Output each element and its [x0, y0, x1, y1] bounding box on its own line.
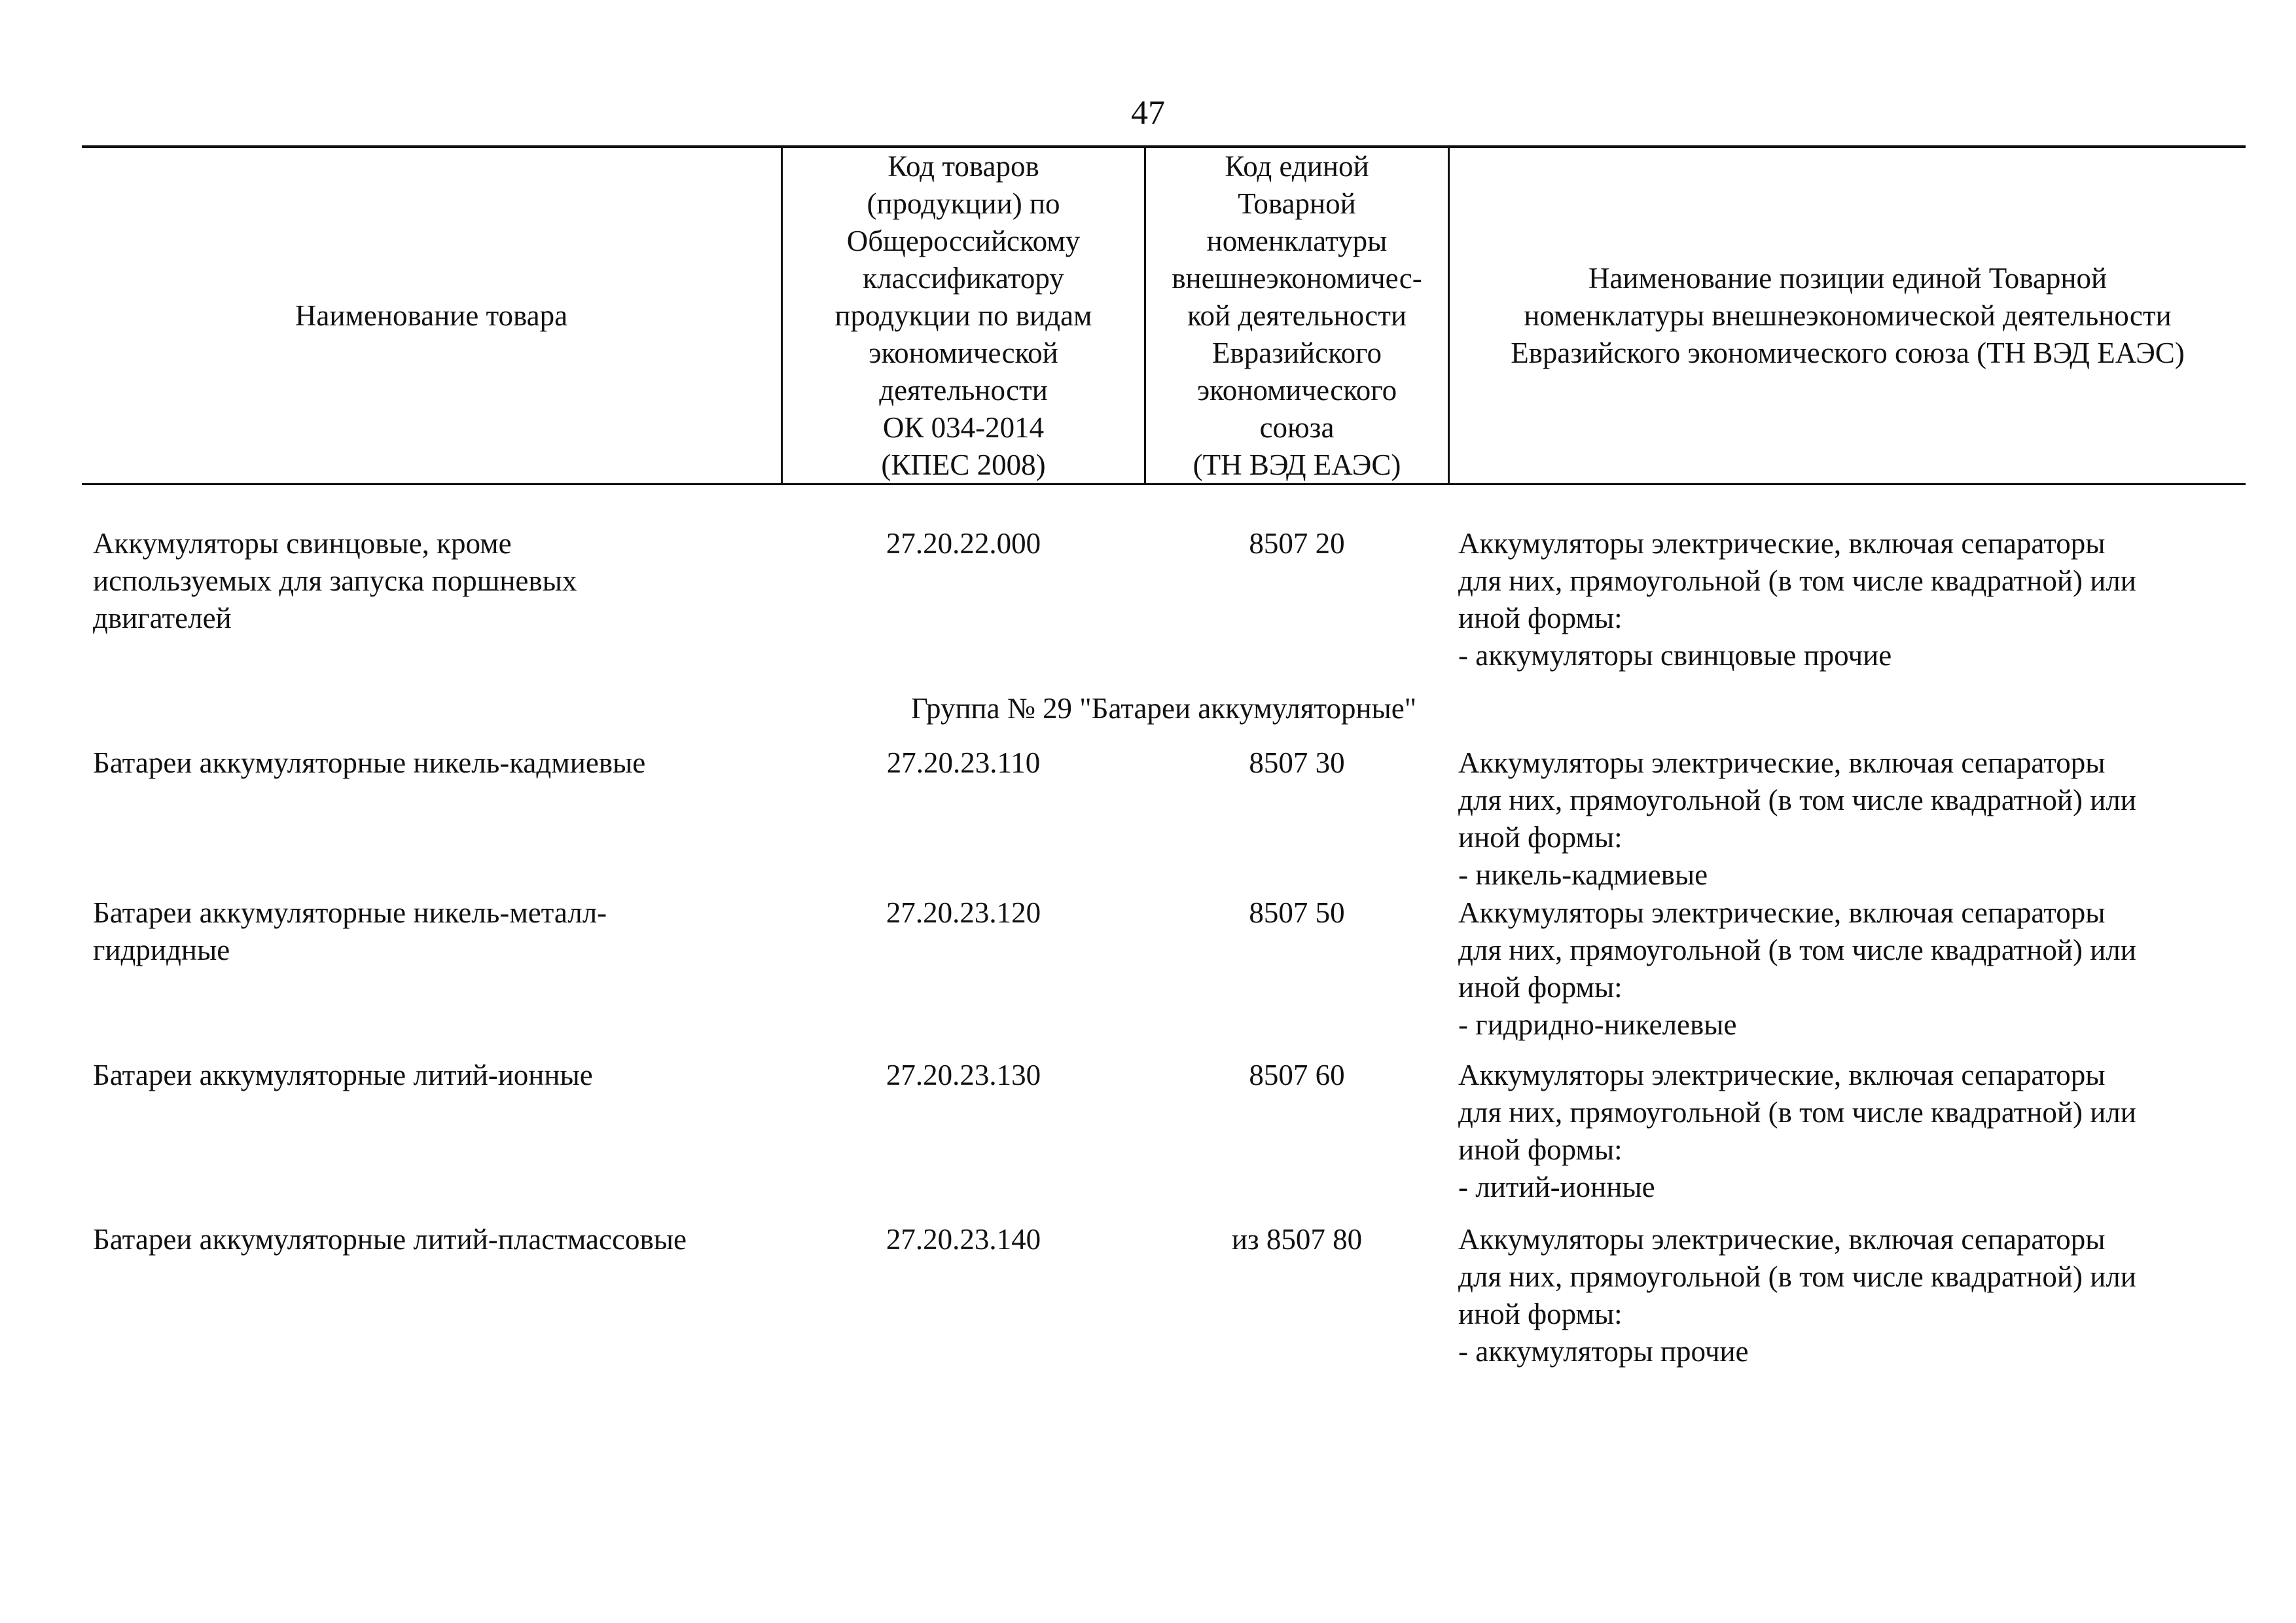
row-okpd-code: 27.20.23.110: [886, 746, 1041, 779]
row-tnved-code: из 8507 80: [1231, 1223, 1363, 1256]
row-okpd-code: 27.20.22.000: [886, 527, 1041, 560]
row-product-name: Аккумуляторы свинцовые, кроме используемых для запуска поршневых двигателей: [93, 527, 577, 634]
group-title: Группа № 29 "Батареи аккумуляторные": [910, 692, 1417, 725]
row-tnved-code: 8507 60: [1249, 1059, 1345, 1091]
row-product-name: Батареи аккумуляторные литий-ионные: [93, 1059, 593, 1091]
row-tnved-description: Аккумуляторы электрические, включая сепараторы для них, прямоугольной (в том числе квадратной) или иной формы: - никель-кадмиевые: [1458, 746, 2136, 891]
row-tnved-code: 8507 20: [1249, 527, 1345, 560]
header-product-name-text: Наименование товара: [295, 299, 568, 332]
row-tnved-code: 8507 30: [1249, 746, 1345, 779]
header-tnved-description-text: Наименование позиции единой Товарной номенклатуры внешнеэкономической деятельности Евразийского экономического союза (ТН ВЭД ЕАЭС): [1511, 261, 2185, 369]
page-number: 47: [1131, 94, 1165, 132]
row-tnved-description: Аккумуляторы электрические, включая сепараторы для них, прямоугольной (в том числе квадратной) или иной формы: - аккумуляторы свинцовые прочие: [1458, 527, 2136, 672]
header-tnved-code-text: Код единой Товарной номенклатуры внешнеэкономичес- кой деятельности Евразийского экономического союза (ТН ВЭД ЕАЭС): [1172, 149, 1422, 481]
row-tnved-description: Аккумуляторы электрические, включая сепараторы для них, прямоугольной (в том числе квадратной) или иной формы: - аккумуляторы прочие: [1458, 1223, 2136, 1368]
row-okpd-code: 27.20.23.140: [886, 1223, 1041, 1256]
header-okpd-code-text: Код товаров (продукции) по Общероссийскому классификатору продукции по видам экономической деятельности ОК 034-2014 (КПЕС 2008): [834, 149, 1092, 481]
row-tnved-description: Аккумуляторы электрические, включая сепараторы для них, прямоугольной (в том числе квадратной) или иной формы: - гидридно-никелевые: [1458, 896, 2136, 1041]
header-tnved-description: [1450, 148, 2246, 483]
header-tnved-code: [1146, 148, 1448, 483]
row-product-name: Батареи аккумуляторные никель-кадмиевые: [93, 746, 646, 779]
row-tnved-description: Аккумуляторы электрические, включая сепараторы для них, прямоугольной (в том числе квадратной) или иной формы: - литий-ионные: [1458, 1059, 2136, 1203]
header-okpd-code: [783, 148, 1144, 483]
row-product-name: Батареи аккумуляторные литий-пластмассовые: [93, 1223, 687, 1256]
row-tnved-code: 8507 50: [1249, 896, 1345, 929]
row-okpd-code: 27.20.23.130: [886, 1059, 1041, 1091]
row-okpd-code: 27.20.23.120: [886, 896, 1041, 929]
header-product-name: [82, 148, 781, 483]
row-product-name: Батареи аккумуляторные никель-металл- гидридные: [93, 896, 607, 966]
table-header-bottom-rule: [82, 483, 2246, 485]
